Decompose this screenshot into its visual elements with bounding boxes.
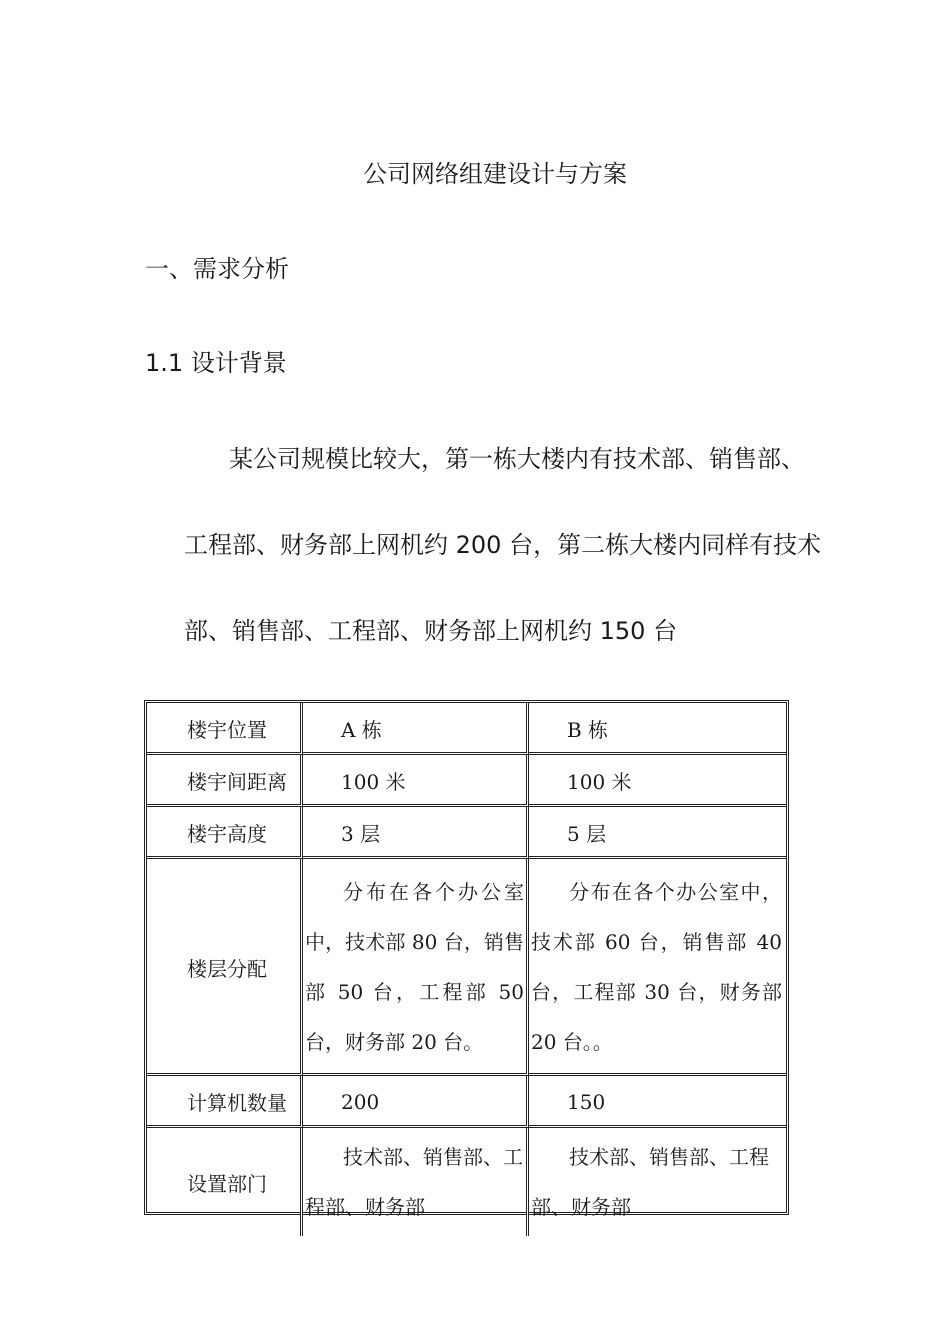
row-label: 楼层分配: [147, 859, 303, 1076]
table-row: [147, 807, 786, 859]
building-a-cell: 200: [303, 1076, 529, 1128]
building-a-cell: 技术部、销售部、工程部、财务部: [303, 1128, 529, 1236]
document-title: 公司网络组建设计与方案: [363, 160, 627, 188]
building-b-cell: 分布在各个办公室中，技术部 60 台，销售部 40 台，工程部 30 台，财务部 20 台。。: [529, 859, 786, 1076]
subsection-heading-background: 1.1 设计背景: [145, 349, 287, 377]
building-b-cell: 技术部、销售部、工程部、财务部: [531, 1145, 769, 1219]
table-row: [147, 755, 786, 807]
row-label: 计算机数量: [147, 1076, 303, 1128]
building-b-cell: 5 层: [529, 807, 786, 859]
section-heading-requirements: 一、需求分析: [145, 255, 289, 283]
building-a-cell: 100 米: [303, 755, 529, 807]
table-row: [147, 703, 786, 755]
table-row: [147, 1076, 786, 1128]
building-info-table: [144, 700, 789, 1219]
row-label: 楼宇位置: [147, 703, 303, 755]
row-label: 楼宇高度: [147, 807, 303, 859]
paragraph-line-1: 某公司规模比较大，第一栋大楼内有技术部、销售部、: [229, 445, 805, 473]
building-a-cell: 3 层: [303, 807, 529, 859]
building-b-cell: 150: [529, 1076, 786, 1128]
row-label: 设置部门: [147, 1128, 303, 1236]
table-row: [147, 1128, 786, 1236]
row-label: 楼宇间距离: [147, 755, 303, 807]
building-b-cell: 100 米: [529, 755, 786, 807]
building-a-cell: A 栋: [303, 703, 529, 755]
building-b-cell: B 栋: [529, 703, 786, 755]
table-row: [147, 859, 786, 1076]
paragraph-line-3: 部、销售部、工程部、财务部上网机约 150 台: [184, 617, 678, 645]
paragraph-line-2: 工程部、财务部上网机约 200 台，第二栋大楼内同样有技术: [184, 531, 822, 559]
building-a-cell: 分布在各个办公室中，技术部 80 台，销售部 50 台，工程部 50 台，财务部 20 台。: [303, 859, 529, 1076]
